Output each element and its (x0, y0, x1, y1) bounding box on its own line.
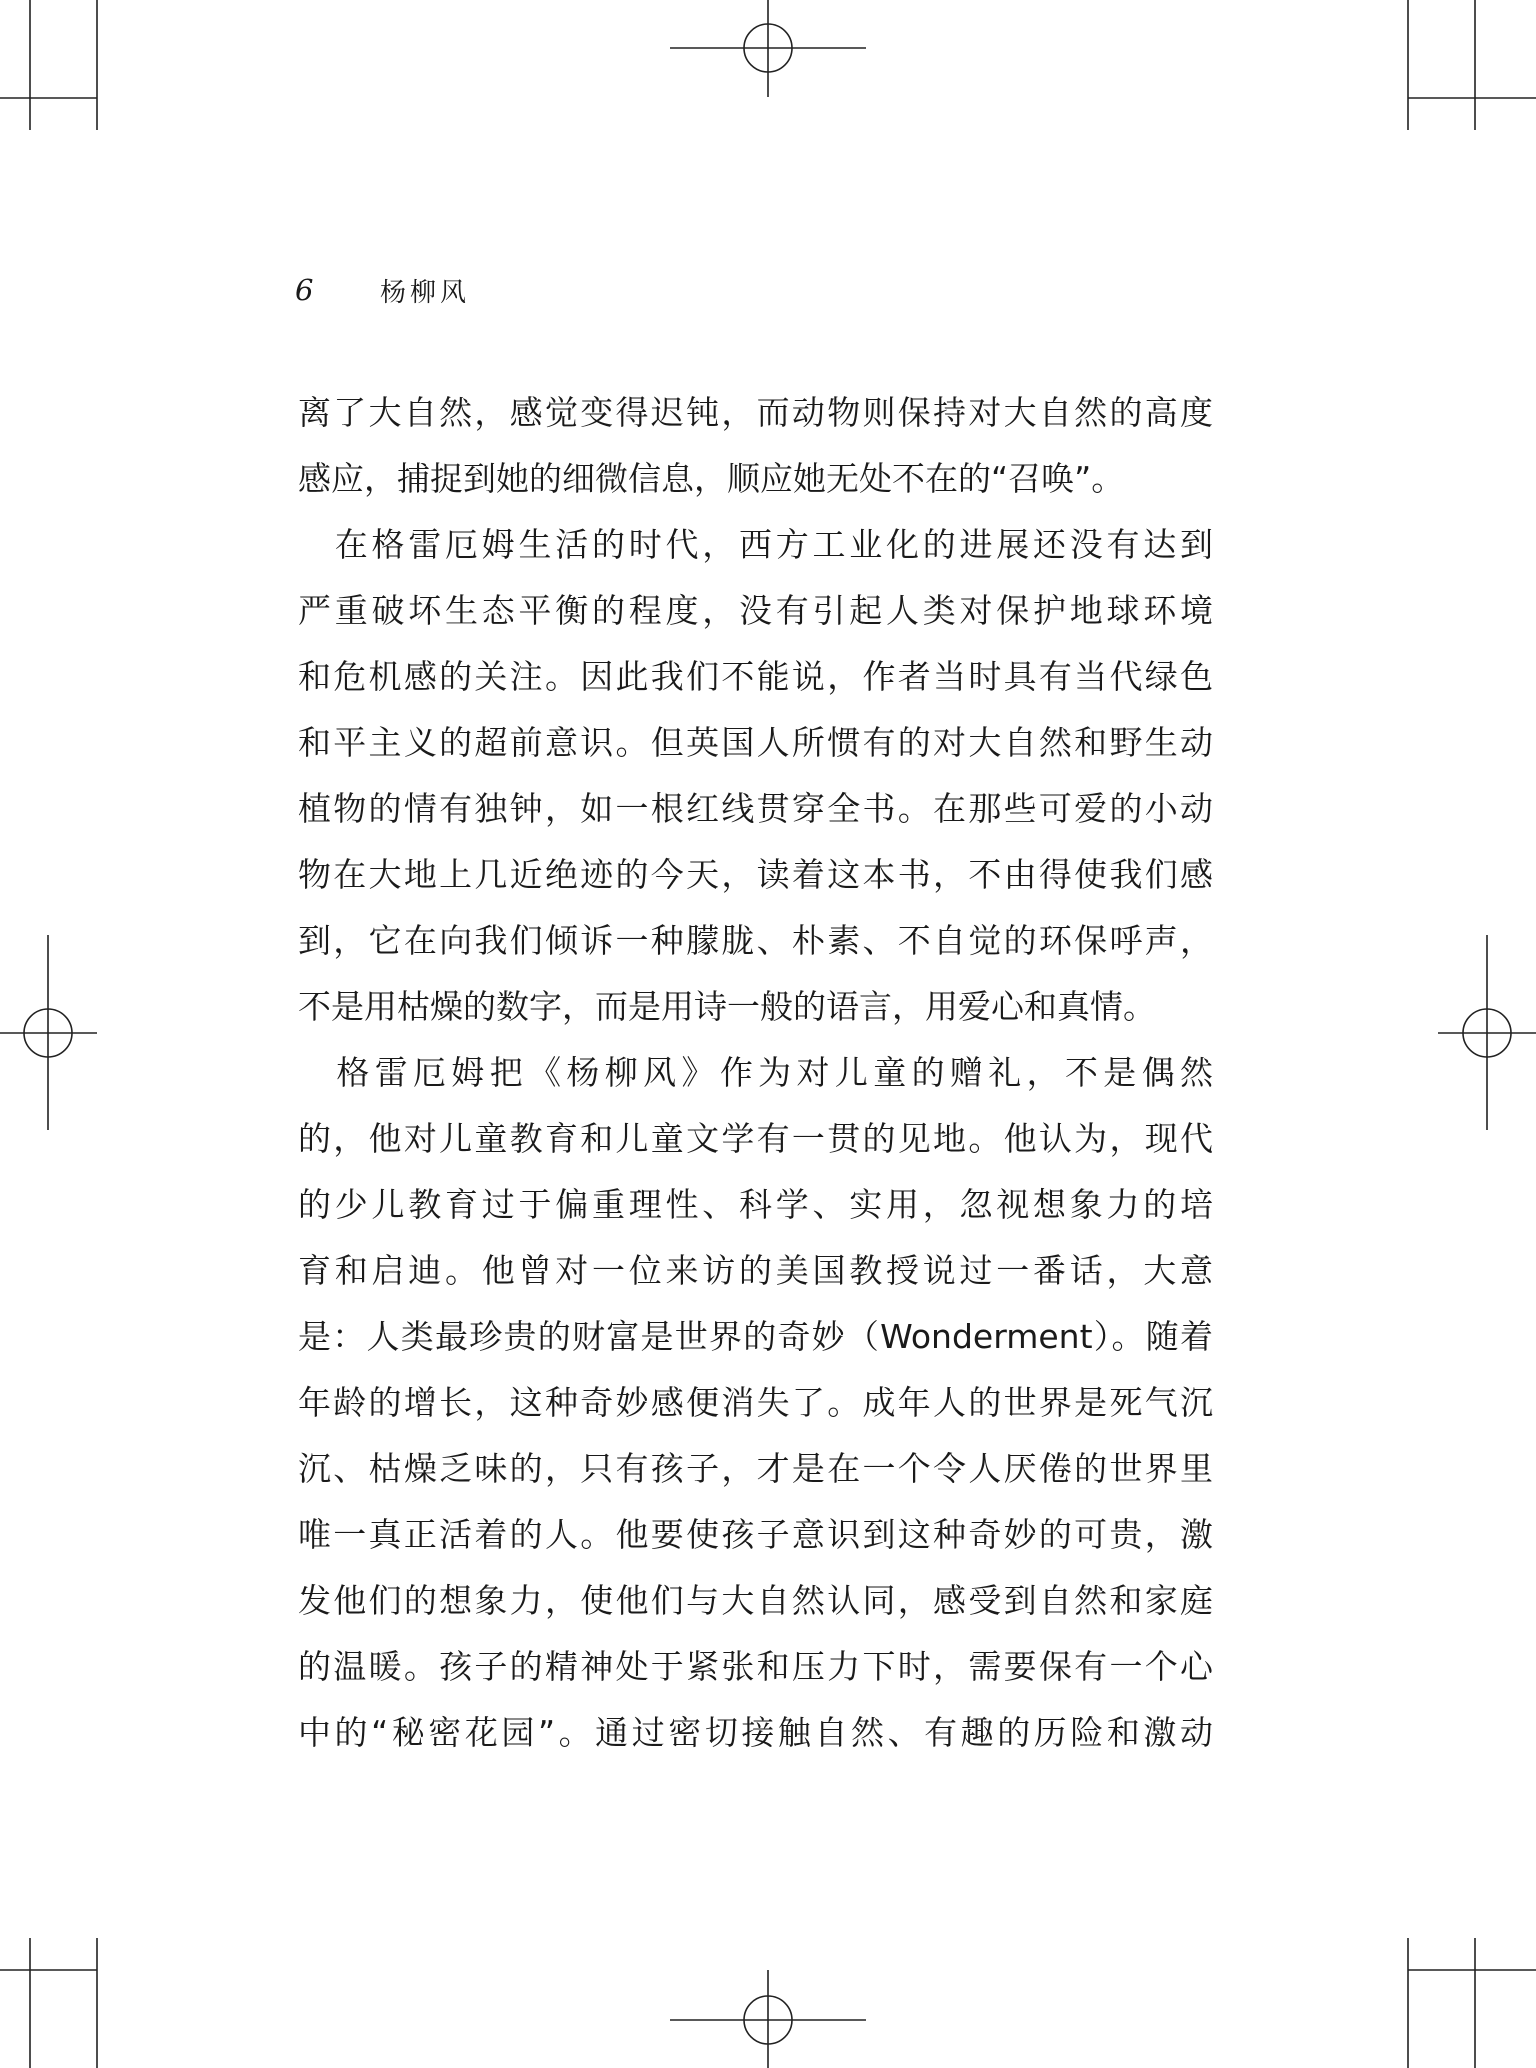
registration-mark-right (1438, 935, 1536, 1130)
text-line: 年龄的增长，这种奇妙感便消失了。成年人的世界是死气沉 (298, 1383, 1213, 1422)
page-number: 6 (295, 273, 314, 307)
text-line: 和危机感的关注。因此我们不能说，作者当时具有当代绿色 (298, 657, 1213, 696)
body-text (298, 380, 1213, 1766)
text-line: 到，它在向我们倾诉一种朦胧、朴素、不自觉的环保呼声， (298, 921, 1213, 960)
crop-mark-top-left (0, 0, 97, 130)
running-head (295, 265, 470, 315)
text-line: 物在大地上几近绝迹的今天，读着这本书，不由得使我们感 (298, 855, 1213, 894)
text-line: 唯一真正活着的人。他要使孩子意识到这种奇妙的可贵，激 (298, 1515, 1213, 1554)
text-line: 格雷厄姆把《杨柳风》作为对儿童的赠礼，不是偶然 (298, 1053, 1213, 1092)
registration-mark-left (0, 935, 97, 1130)
text-line: 发他们的想象力，使他们与大自然认同，感受到自然和家庭 (298, 1581, 1213, 1620)
text-line: 中的“秘密花园”。通过密切接触自然、有趣的历险和激动 (298, 1713, 1213, 1752)
text-line: 严重破坏生态平衡的程度，没有引起人类对保护地球环境 (298, 591, 1213, 630)
crop-mark-bottom-left (0, 1938, 97, 2068)
text-line: 沉、枯燥乏味的，只有孩子，才是在一个令人厌倦的世界里 (298, 1449, 1213, 1488)
text-line: 离了大自然，感觉变得迟钝，而动物则保持对大自然的高度 (298, 393, 1213, 432)
text-line: 植物的情有独钟，如一根红线贯穿全书。在那些可爱的小动 (298, 789, 1213, 828)
crop-mark-bottom-right (1408, 1938, 1536, 2068)
text-line: 的，他对儿童教育和儿童文学有一贯的见地。他认为，现代 (298, 1119, 1213, 1158)
text-line: 的温暖。孩子的精神处于紧张和压力下时，需要保有一个心 (298, 1647, 1213, 1686)
book-title: 杨柳风 (380, 277, 471, 308)
text-line: 不是用枯燥的数字，而是用诗一般的语言，用爱心和真情。 (298, 987, 1156, 1026)
text-line: 育和启迪。他曾对一位来访的美国教授说过一番话，大意 (298, 1251, 1213, 1290)
text-line: 是：人类最珍贵的财富是世界的奇妙（Wonderment）。随着 (298, 1317, 1213, 1356)
registration-mark-bottom (670, 1970, 866, 2068)
text-line: 的少儿教育过于偏重理性、科学、实用，忽视想象力的培 (298, 1185, 1213, 1224)
registration-mark-top (670, 0, 866, 97)
text-line: 在格雷厄姆生活的时代，西方工业化的进展还没有达到 (298, 525, 1213, 564)
text-line: 和平主义的超前意识。但英国人所惯有的对大自然和野生动 (298, 723, 1213, 762)
crop-mark-top-right (1408, 0, 1536, 130)
text-line: 感应，捕捉到她的细微信息，顺应她无处不在的“召唤”。 (298, 459, 1125, 498)
